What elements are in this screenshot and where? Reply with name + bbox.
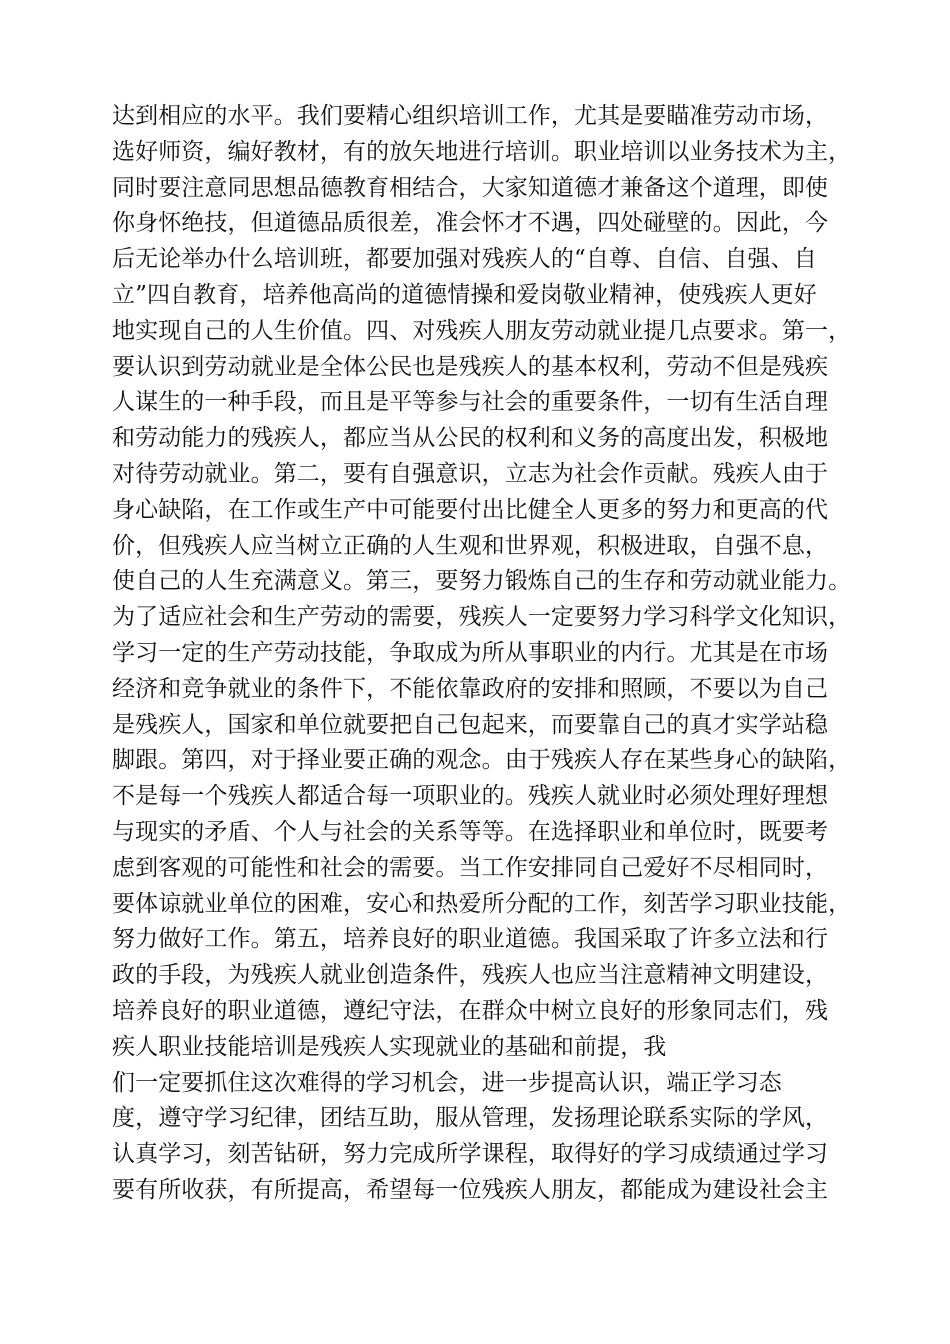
text-line-14: 使自己的人生充满意义。第三，要努力锻炼自己的生存和劳动就业能力。 (112, 568, 852, 595)
text-line-26: 培养良好的职业道德，遵纪守法，在群众中树立良好的形象同志们，残 (112, 997, 829, 1024)
text-line-30: 认真学习，刻苦钻研，努力完成所学课程，取得好的学习成绩通过学习 (112, 1141, 829, 1168)
text-line-13: 价，但残疾人应当树立正确的人生观和世界观，积极进取，自强不息， (112, 532, 829, 559)
text-line-11: 对待劳动就业。第二，要有自强意识，立志为社会作贡献。残疾人由于 (112, 460, 829, 487)
text-line-21: 与现实的矛盾、个人与社会的关系等等。在选择职业和单位时，既要考 (112, 818, 829, 845)
text-line-3: 同时要注意同思想品德教育相结合，大家知道德才兼备这个道理，即使 (112, 174, 829, 201)
text-line-28: 们一定要抓住这次难得的学习机会，进一步提高认识，端正学习态 (112, 1069, 782, 1096)
text-line-6: 立”四自教育，培养他高尚的道德情操和爱岗敬业精神，使残疾人更好 (112, 281, 817, 308)
text-line-2: 选好师资，编好教材，有的放矢地进行培训。职业培训以业务技术为主， (112, 138, 852, 165)
text-line-15: 为了适应社会和生产劳动的需要，残疾人一定要努力学习科学文化知识， (112, 604, 852, 631)
text-line-12: 身心缺陷，在工作或生产中可能要付出比健全人更多的努力和更高的代 (112, 496, 829, 523)
text-line-17: 经济和竞争就业的条件下，不能依靠政府的安排和照顾，不要以为自己 (112, 675, 829, 702)
text-line-5: 后无论举办什么培训班，都要加强对残疾人的“自尊、自信、自强、自 (112, 246, 817, 273)
text-line-23: 要体谅就业单位的困难，安心和热爱所分配的工作，刻苦学习职业技能， (112, 890, 852, 917)
body-text (112, 99, 852, 1209)
text-line-31: 要有所收获，有所提高，希望每一位残疾人朋友，都能成为建设社会主 (112, 1176, 829, 1203)
text-line-29: 度，遵守学习纪律，团结互助，服从管理，发扬理论联系实际的学风， (112, 1105, 829, 1132)
text-line-19: 脚跟。第四，对于择业要正确的观念。由于残疾人存在某些身心的缺陷， (112, 747, 852, 774)
text-line-1: 达到相应的水平。我们要精心组织培训工作，尤其是要瞄准劳动市场， (112, 103, 829, 129)
text-line-22: 虑到客观的可能性和社会的需要。当工作安排同自己爱好不尽相同时， (112, 854, 829, 881)
text-line-25: 政的手段，为残疾人就业创造条件，残疾人也应当注意精神文明建设， (112, 962, 829, 989)
text-line-9: 人谋生的一种手段，而且是平等参与社会的重要条件，一切有生活自理 (112, 389, 829, 416)
text-line-10: 和劳动能力的残疾人，都应当从公民的权利和义务的高度出发，积极地 (112, 425, 829, 452)
text-line-7: 地实现自己的人生价值。四、对残疾人朋友劳动就业提几点要求。第一， (112, 317, 852, 344)
text-line-24: 努力做好工作。第五，培养良好的职业道德。我国采取了许多立法和行 (112, 926, 829, 953)
text-line-4: 你身怀绝技，但道德品质很差，准会怀才不遇，四处碰壁的。因此，今 (112, 210, 829, 237)
text-line-27: 疾人职业技能培训是残疾人实现就业的基础和前提，我 (112, 1033, 667, 1060)
text-line-20: 不是每一个残疾人都适合每一项职业的。残疾人就业时必须处理好理想 (112, 783, 829, 810)
text-line-8: 要认识到劳动就业是全体公民也是残疾人的基本权利，劳动不但是残疾 (112, 353, 829, 380)
text-line-16: 学习一定的生产劳动技能，争取成为所从事职业的内行。尤其是在市场 (112, 639, 829, 666)
text-line-18: 是残疾人，国家和单位就要把自己包起来，而要靠自己的真才实学站稳 (112, 711, 829, 738)
